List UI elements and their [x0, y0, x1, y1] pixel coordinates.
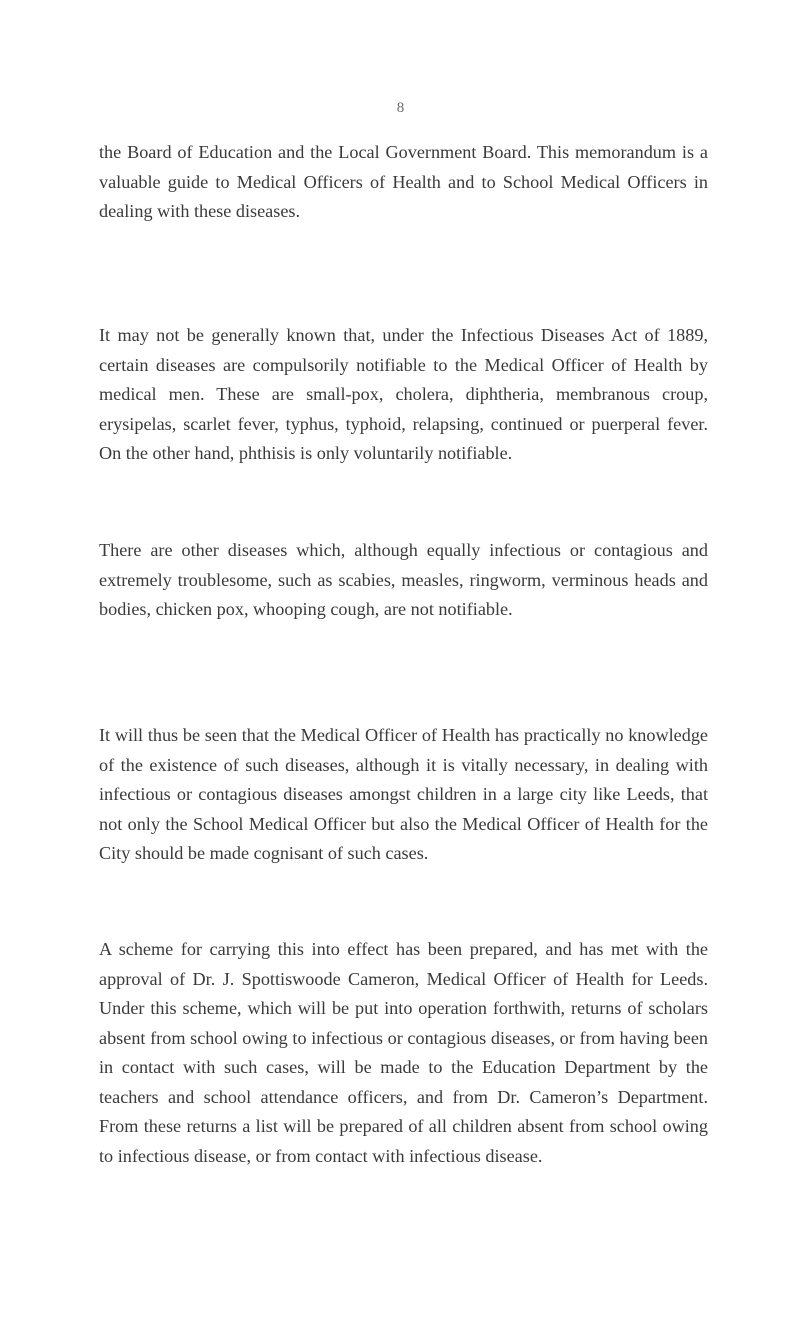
paragraph-notifiable-diseases: It may not be generally known that, under the Infectious Diseases Act of 1889, certain diseases are compulsorily notifiable to the Medical Officer of Health by medical men. These are small-pox, cholera, diphtheria, membranous croup, erysipelas, scarlet fever, typhus, typhoid, relapsing, continued or puerperal fever. On the other hand, phthisis is only voluntarily notifiable. [99, 325, 708, 463]
paragraph-scheme: A scheme for carrying this into effect has been prepared, and has met with the approval of Dr. J. Spottiswoode Cameron, Medical Officer of Health for Leeds. Under this scheme, which will be put into operation forthwith, returns of scholars absent from school owing to infectious or contagious diseases, or from having been in contact with such cases, will be made to the Education Department by the teachers and school attendance officers, and from Dr. Cameron’s Department. From these returns a list will be prepared of all children absent from school owing to infectious disease, or from contact with infectious disease. [99, 939, 708, 1166]
paragraph-non-notifiable-diseases: There are other diseases which, although equally infectious or contagious and extremely troublesome, such as scabies, measles, ringworm, verminous heads and bodies, chicken pox, whooping cough, are not notifiable. [99, 540, 708, 619]
paragraph-officer-knowledge: It will thus be seen that the Medical Officer of Health has practically no knowledge of the existence of such diseases, although it is vitally necessary, in dealing with infectious or contagious diseases amongst children in a large city like Leeds, that not only the School Medical Officer but also the Medical Officer of Health for the City should be made cognisant of such cases. [99, 725, 708, 863]
page-number: 8 [396, 100, 405, 116]
paragraph-board-memorandum: the Board of Education and the Local Government Board. This memorandum is a valuable guide to Medical Officers of Health and to School Medical Officers in dealing with these diseases. [99, 142, 708, 221]
